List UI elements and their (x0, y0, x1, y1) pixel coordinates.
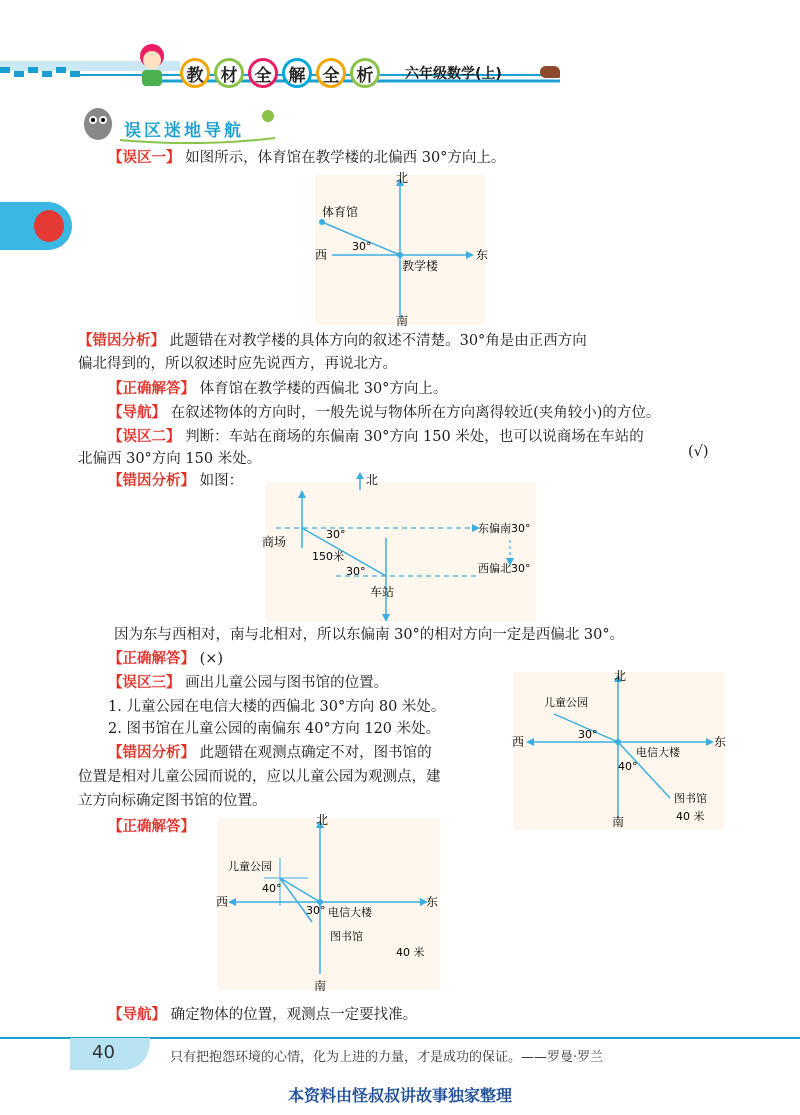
wq1-line (108, 147, 505, 169)
fig3-a30: 30° (578, 728, 598, 741)
figure-1 (310, 170, 490, 330)
wq3-text: 画出儿童公园与图书馆的位置。 (185, 675, 389, 691)
fig4-north: 北 (316, 813, 329, 827)
fig4-a40: 40° (262, 882, 282, 895)
fig4-park: 儿童公园 (228, 860, 272, 873)
fig3-library: 图书馆 (674, 792, 707, 805)
err1-tag: 【错因分析】 (78, 333, 165, 349)
fig1-south: 南 (396, 314, 409, 328)
ans2-tag: 【正确解答】 (108, 651, 195, 667)
section-title: 误区迷地导航 (124, 121, 244, 141)
bird-icon (540, 66, 560, 78)
fig2-station: 车站 (370, 585, 395, 599)
err3-text1: 此题错在观测点确定不对，图书馆的 (199, 745, 432, 761)
title-char-5: 全 (316, 58, 346, 88)
wq3-line (108, 672, 388, 694)
fig4-south: 南 (314, 979, 327, 993)
fig1-angle: 30° (352, 240, 372, 253)
wq1-tag: 【误区一】 (108, 150, 181, 166)
err1-text1: 此题错在对教学楼的具体方向的叙述不清楚。30°角是由正西方向 (169, 333, 587, 349)
mascot-icon (34, 210, 64, 242)
fig1-school: 教学楼 (402, 259, 439, 273)
wq2-line1 (108, 426, 644, 448)
fig2-label1: 东偏南30° (478, 522, 531, 535)
ans2-text: (×) (199, 651, 224, 667)
leaf-icon (262, 110, 274, 122)
fig1-east: 东 (476, 248, 489, 262)
fig3-south: 南 (612, 815, 625, 829)
fig4-scale: 40 米 (396, 946, 425, 959)
err1-line2: 偏北得到的，所以叙述时应先说西方，再说北方。 (78, 356, 397, 372)
fig1-north: 北 (396, 171, 409, 185)
title-char-4: 解 (282, 58, 312, 88)
fig3-north: 北 (614, 669, 627, 683)
fig2-label2: 西偏北30° (478, 562, 531, 575)
grade-label: 六年级数学(上) (405, 66, 502, 82)
title-char-2: 材 (214, 58, 244, 88)
title-char-6: 析 (350, 58, 380, 88)
nav1-text: 在叙述物体的方向时，一般先说与物体所在方向离得较近(夹角较小)的方位。 (170, 405, 661, 421)
wq3-tag: 【误区三】 (108, 675, 181, 691)
err2-tag: 【错因分析】 (108, 473, 195, 489)
err3-line3: 立方向标确定图书馆的位置。 (78, 793, 267, 809)
ans2-line (108, 648, 223, 670)
figure-2 (256, 468, 546, 628)
fig3-east: 东 (714, 735, 727, 749)
wq2-line2: 北偏西 30°方向 150 米处。 (78, 451, 262, 467)
fig2-angle1: 30° (326, 528, 346, 541)
fig4-tower: 电信大楼 (328, 906, 372, 919)
fig4-west: 西 (216, 895, 229, 909)
err3-tag: 【错因分析】 (108, 745, 195, 761)
err2-line (108, 470, 243, 492)
owl-icon (78, 104, 118, 142)
footer-quote: 只有把抱怨环境的心情，化为上进的力量，才是成功的保证。——罗曼·罗兰 (170, 1050, 604, 1065)
ans1-tag: 【正确解答】 (108, 381, 195, 397)
wq2-mark: (√) (688, 444, 709, 460)
wq2-tag: 【误区二】 (108, 429, 181, 445)
fig4-east: 东 (426, 895, 439, 909)
wq1-text: 如图所示，体育馆在教学楼的北偏西 30°方向上。 (185, 150, 506, 166)
fig1-gym: 体育馆 (322, 205, 359, 219)
wq3-item2: 2. 图书馆在儿童公园的南偏东 40°方向 120 米处。 (108, 721, 441, 737)
fig2-angle2: 30° (346, 565, 366, 578)
fig3-tower: 电信大楼 (636, 746, 680, 759)
fig3-west: 西 (512, 735, 525, 749)
ans1-line (108, 378, 447, 400)
ans3-tag: 【正确解答】 (108, 819, 195, 835)
page-number: 40 (92, 1042, 115, 1063)
wq2-text1: 判断：车站在商场的东偏南 30°方向 150 米处，也可以说商场在车站的 (185, 429, 644, 445)
nav3-text: 确定物体的位置，观测点一定要找准。 (170, 1007, 418, 1023)
title-char-1: 教 (180, 58, 210, 88)
figure-3 (510, 668, 730, 834)
nav3-line (108, 1004, 417, 1026)
title-char-3: 全 (248, 58, 278, 88)
ans3-line (108, 816, 195, 838)
header-band (0, 55, 800, 95)
fig3-scale: 40 米 (676, 810, 705, 823)
err2-text: 如图： (199, 473, 244, 489)
fig2-north: 北 (366, 473, 379, 487)
credit-line: 本资料由怪叔叔讲故事独家整理 (287, 1086, 512, 1105)
fig4-a30: 30° (306, 904, 326, 917)
fig4-library: 图书馆 (330, 930, 363, 943)
ans1-text: 体育馆在教学楼的西偏北 30°方向上。 (199, 381, 448, 397)
fig1-west: 西 (315, 248, 328, 262)
figure-4 (212, 810, 448, 994)
fig3-a40: 40° (618, 760, 638, 773)
fig2-mall: 商场 (262, 535, 287, 549)
err1-line1 (78, 330, 587, 352)
fig3-park: 儿童公园 (544, 696, 588, 709)
side-tab (0, 202, 72, 250)
wq3-item1: 1. 儿童公园在电信大楼的西偏北 30°方向 80 米处。 (108, 699, 446, 715)
title-underline (120, 135, 280, 145)
err3-line1 (108, 742, 432, 764)
conclusion2: 因为东与西相对，南与北相对，所以东偏南 30°的相对方向一定是西偏北 30°。 (114, 627, 625, 643)
nav1-tag: 【导航】 (108, 405, 166, 421)
err3-line2: 位置是相对儿童公园而说的，应以儿童公园为观测点，建 (78, 769, 441, 785)
nav3-tag: 【导航】 (108, 1007, 166, 1023)
nav1-line (108, 402, 660, 424)
fig2-dist: 150米 (312, 550, 344, 563)
mascot-logo (130, 40, 174, 90)
